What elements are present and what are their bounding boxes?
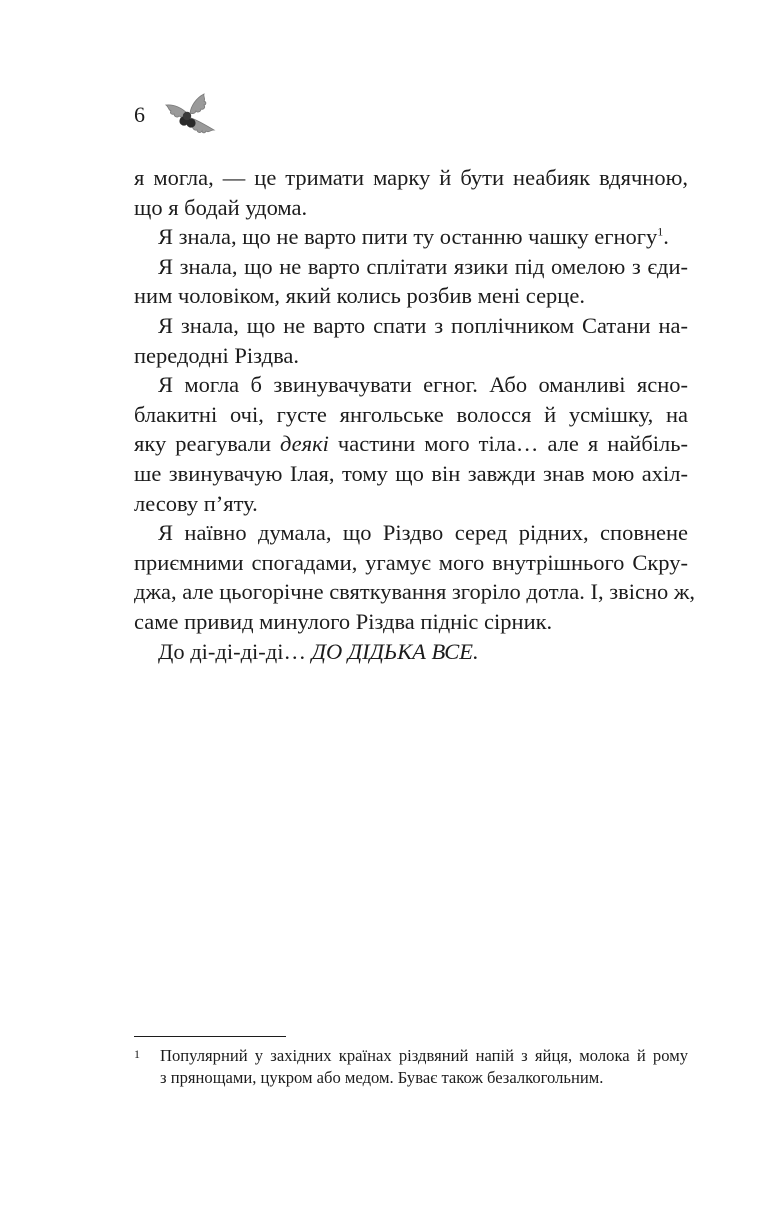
footnote [134,1045,688,1089]
body-text [134,163,696,666]
text-line: До ді-ді-ді-ді… ДО ДІДЬКА ВСЕ. [158,638,479,664]
text-line: блакитні очі, густе янгольське волосся й усмішку, на [134,401,688,427]
page-number: 6 [134,102,145,127]
text-line: саме привид минулого Різдва підніс сірник. [134,608,553,634]
text-line: що я бодай удома. [134,194,308,220]
footnote-divider [134,1036,286,1037]
footnote-line: з прянощами, цукром або медом. Буває також безалкогольним. [160,1068,604,1087]
text-line: Я наївно думала, що Різдво серед рідних, сповнене [158,520,688,546]
text-line: Я знала, що не варто спати з поплічником Сатани на- [158,312,688,338]
text-line: яку реагували деякі частини мого тіла… але я найбіль- [134,431,688,457]
footnote-text [160,1045,688,1089]
text-line: передодні Різдва. [134,342,300,368]
text-line: лесову п’яту. [134,490,258,516]
holly-ornament-icon [160,88,220,138]
text-line: я могла, — це тримати марку й бути неабияк вдячною, [134,165,688,190]
footnote-reference[interactable]: 1 [657,224,664,239]
footnote-line: Популярний у західних країнах різдвяний напій з яйця, молока й рому [160,1046,688,1065]
text-line: ним чоловіком, який колись розбив мені серце. [134,283,585,309]
text-line: Я знала, що не варто пити ту останню чашку егногу$^1$. [158,224,669,250]
text-line: ше звинувачую Ілая, тому що він завжди знав мою ахіл- [134,460,688,486]
text-line: Я знала, що не варто сплітати язики під омелою з єди- [158,253,688,279]
text-line: приємними спогадами, угамує мого внутрішнього Скру- [134,549,688,575]
text-line: джа, але цьогорічне святкування згоріло дотла. І, звісно ж, [134,579,696,605]
text-line: Я могла б звинувачувати егног. Або оманливі ясно- [158,372,688,398]
footnote-mark: 1 [134,1047,140,1061]
